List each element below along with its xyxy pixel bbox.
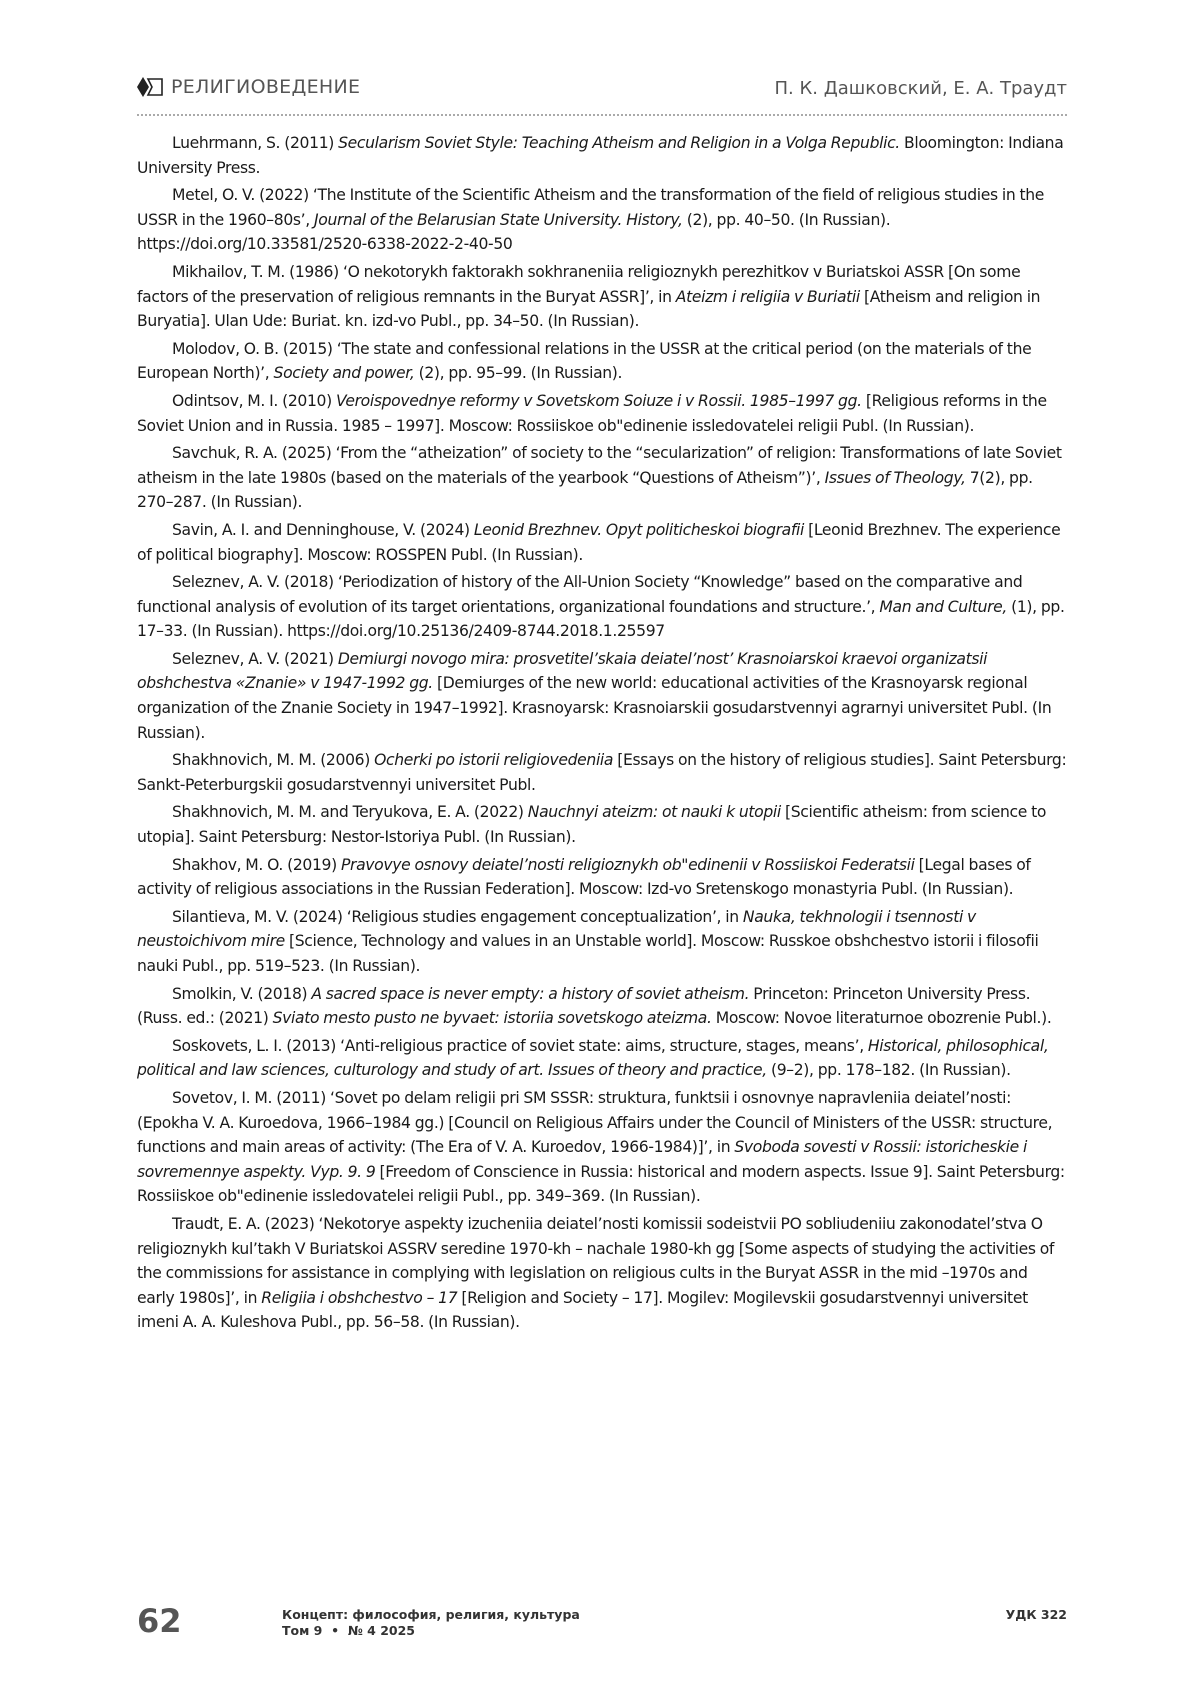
reference-title: Sviato mesto pusto ne byvaet: istoriia sovetskogo ateizma.: [272, 1009, 712, 1028]
reference-text: Bloomington: Indiana University Press.: [137, 134, 1064, 177]
reference-title: Nauka, tekhnologii i tsennosti v neustoichivom mire: [137, 907, 976, 951]
running-header: [137, 72, 1067, 108]
reference-text: [Essays on the history of religious studies]. Saint Petersburg: Sankt-Peterburgskii gosudarstvennyi universitet Publ.: [137, 751, 1067, 794]
reference-text: [Atheism and religion in Buryatia]. Ulan Ude: Buriat. kn. izd-vo Publ., pp. 34–50. (In Russian).: [137, 287, 1041, 331]
reference-entry: [137, 441, 1067, 515]
reference-text: Odintsov, M. I. (2010): [172, 391, 336, 410]
header-authors: П. К. Дашковский, Е. А. Траудт: [774, 78, 1067, 99]
reference-text: Metel, O. V. (2022) ‘The Institute of the Scientific Atheism and the transformation of the field of religious studies in the USSR in the 1960–80s’,: [137, 186, 1045, 229]
reference-title: Svoboda sovesti v Rossii: istoricheskie i sovremennye aspekty. Vyp. 9. 9: [137, 1138, 1028, 1181]
reference-entry: [137, 260, 1067, 334]
reference-text: Savchuk, R. A. (2025) ‘From the “atheization” of society to the “secularization” of religion: Transformations of late Soviet atheism in the late 1980s (based on the materials of the yearbook “Questions of Atheism”)’,: [137, 444, 1062, 487]
reference-entry: [137, 1212, 1067, 1335]
reference-title: Pravovye osnovy deiatel’nosti religioznykh ob"edinenii v Rossiiskoi Federatsii: [340, 855, 915, 874]
reference-title: Society and power,: [273, 364, 415, 383]
reference-text: [Legal bases of activity of religious associations in the Russian Federation]. Moscow: Izd-vo Sretenskogo monastyria Publ. (In Russian).: [137, 855, 1031, 899]
reference-text: Smolkin, V. (2018): [172, 984, 312, 1003]
reference-text: (9–2), pp. 178–182. (In Russian).: [766, 1061, 1011, 1080]
reference-text: (2), pp. 40–50. (In Russian). https://doi.org/10.33581/2520-6338-2022-2-40-50: [137, 210, 891, 254]
reference-text: [Leonid Brezhnev. The experience of political biography]. Moscow: ROSSPEN Publ. (In Russian).: [137, 520, 1061, 564]
reference-entry: [137, 982, 1067, 1031]
reference-title: Secularism Soviet Style: Teaching Atheism and Religion in a Volga Republic.: [338, 134, 900, 152]
reference-title: Religiia i obshchestvo – 17: [261, 1288, 458, 1307]
reference-title: Ateizm i religiia v Buriatii: [675, 287, 860, 306]
reference-text: Moscow: Novoe literaturnoe obozrenie Publ.).: [711, 1009, 1052, 1028]
reference-entry: [137, 183, 1067, 257]
reference-entry: [137, 1086, 1067, 1209]
reference-text: Molodov, O. B. (2015) ‘The state and confessional relations in the USSR at the critical period (on the materials of the European North)’,: [137, 339, 1032, 383]
reference-entry: [137, 748, 1067, 797]
reference-text: Sovetov, I. M. (2011) ‘Sovet po delam religii pri SM SSSR: struktura, funktsii i osnovnye napravleniia deiatel’nosti: (Epokha V. A. Kuroedova, 1966–1984 gg.) [Council on Religious Affairs under the Council of Ministers of the USSR: structure, functions and main areas of activity: (The Era of V. A. Kuroedov, 1966-1984)]’, in: [137, 1088, 1053, 1157]
reference-text: Mikhailov, T. M. (1986) ‘O nekotorykh faktorakh sokhraneniia religioznykh perezhitkov v Buriatskoi ASSR [On some factors of the preservation of religious remnants in the Buryat ASSR]’, in: [137, 262, 1021, 306]
reference-text: Soskovets, L. I. (2013) ‘Anti-religious practice of soviet state: aims, structure, stages, means’,: [172, 1036, 868, 1055]
reference-entry: [137, 518, 1067, 567]
section-title: РЕЛИГИОВЕДЕНИЕ: [171, 76, 361, 98]
reference-title: Demiurgi novogo mira: prosvetitel’skaia deiatel’nost’ Krasnoiarskoi kraevoi organizatsii obshchestva «Znanie» v 1947-1992 gg.: [137, 649, 988, 693]
reference-text: Seleznev, A. V. (2021): [172, 649, 338, 668]
reference-entry: [137, 570, 1067, 644]
udk-code: УДК 322: [1005, 1607, 1067, 1622]
reference-entry: [137, 1034, 1067, 1083]
reference-text: [Religion and Society – 17]. Mogilev: Mogilevskii gosudarstvennyi universitet imeni A. A. Kuleshova Publ., pp. 56–58. (In Russian).: [137, 1288, 1028, 1332]
reference-title: Issues of Theology,: [824, 468, 966, 487]
reference-title: Veroispovednye reformy v Sovetskom Soiuze i v Rossii. 1985–1997 gg.: [335, 391, 862, 410]
reference-text: Traudt, E. A. (2023) ‘Nekotorye aspekty izucheniia deiatel’nosti komissii sodeistvii PO sobliudeniiu zakonodatel’stva O religioznykh kul’takh V Buriatskoi ASSRV seredine 1970-kh – nachale 1980-kh gg [Some aspects of studying the activities of the commissions for assistance in complying with legislation on religious cults in the Buryat ASSR in the mid –1970s and early 1980s]’, in: [137, 1214, 1055, 1307]
reference-text: Seleznev, A. V. (2018) ‘Periodization of history of the All-Union Society “Knowledge” based on the comparative and functional analysis of evolution of its target orientations, organizational foundations and structure.’,: [137, 573, 1023, 616]
reference-text: [Science, Technology and values in an Unstable world]. Moscow: Russkoe obshchestvo istorii i filosofii nauki Publ., pp. 519–523. (In Russian).: [137, 932, 1039, 975]
reference-text: Luehrmann, S. (2011): [172, 134, 339, 152]
reference-text: Shakhnovich, M. M. (2006): [172, 751, 375, 770]
reference-entry: [137, 647, 1067, 745]
reference-entry: [137, 337, 1067, 386]
reference-entry: [137, 131, 1067, 180]
reference-title: A sacred space is never empty: a history of soviet atheism.: [311, 984, 750, 1003]
reference-list: [137, 131, 1067, 1338]
reference-text: Shakhnovich, M. M. and Teryukova, E. A. (2022): [172, 803, 528, 822]
reference-title: Man and Culture,: [879, 597, 1008, 616]
page-number: 62: [137, 1602, 182, 1640]
journal-issue: Том 9 • № 4 2025: [282, 1623, 416, 1638]
journal-info: [282, 1607, 580, 1639]
reference-text: (1), pp. 17–33. (In Russian). https://doi.org/10.25136/2409-8744.2018.1.25597: [137, 597, 1065, 641]
reference-title: Journal of the Belarusian State University. History,: [314, 210, 683, 229]
reference-title: Ocherki po istorii religiovedeniia: [374, 751, 614, 770]
reference-title: Leonid Brezhnev. Opyt politicheskoi biografii: [473, 520, 804, 539]
diamond-ribbon-logo-icon: [137, 76, 163, 98]
page-footer: [137, 1602, 1067, 1642]
reference-title: Nauchnyi ateizm: ot nauki k utopii: [527, 803, 781, 822]
reference-text: Shakhov, M. O. (2019): [172, 855, 341, 874]
reference-text: (2), pp. 95–99. (In Russian).: [414, 364, 623, 383]
reference-text: Princeton: Princeton University Press. (Russ. ed.: (2021): [137, 984, 1031, 1028]
section-heading: [137, 76, 360, 98]
reference-text: [Religious reforms in the Soviet Union and in Russia. 1985 – 1997]. Moscow: Rossiiskoe ob"edinenie issledovatelei religii Publ. (In Russian).: [137, 391, 1047, 435]
reference-text: Silantieva, M. V. (2024) ‘Religious studies engagement conceptualization’, in: [172, 907, 743, 926]
reference-text: 7(2), pp. 270–287. (In Russian).: [137, 468, 1033, 512]
reference-title: Historical, philosophical, political and law sciences, culturology and study of art. Issues of theory and practice,: [137, 1036, 1049, 1080]
reference-text: Savin, A. I. and Denninghouse, V. (2024): [172, 520, 474, 539]
header-divider: [137, 114, 1067, 116]
reference-entry: [137, 389, 1067, 438]
journal-title: Концепт: философия, религия, культура: [282, 1607, 580, 1622]
reference-entry: [137, 800, 1067, 849]
reference-text: [Scientific atheism: from science to utopia]. Saint Petersburg: Nestor-Istoriya Publ. (In Russian).: [137, 803, 1047, 847]
reference-text: [Freedom of Conscience in Russia: historical and modern aspects. Issue 9]. Saint Petersburg: Rossiiskoe ob"edinenie issledovatelei religii Publ., pp. 349–369. (In Russian).: [137, 1162, 1065, 1206]
reference-entry: [137, 853, 1067, 902]
reference-text: [Demiurges of the new world: educational activities of the Krasnoyarsk regional organization of the Znanie Society in 1947–1992]. Krasnoyarsk: Krasnoiarskii gosudarstvennyi agrarnyi universitet Publ. (In Russian).: [137, 674, 1052, 742]
reference-entry: [137, 905, 1067, 979]
